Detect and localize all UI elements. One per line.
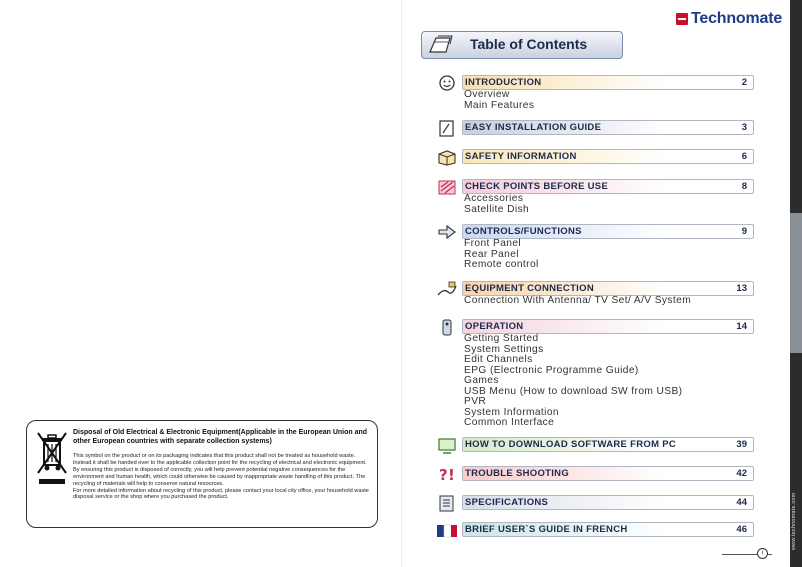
bin-underline-bar: [39, 479, 65, 484]
toc-entry-bar[interactable]: [462, 149, 754, 164]
brand-name: Technomate: [691, 10, 783, 27]
toc-subentry[interactable]: System Settings: [464, 343, 544, 355]
toc-entry-bar[interactable]: [462, 437, 754, 452]
edge-url: www.technomate.com: [791, 492, 797, 550]
question-icon: [436, 465, 458, 483]
toc-subentry[interactable]: Overview: [464, 89, 510, 100]
arrow-right-icon: [436, 223, 458, 241]
toc-entry-title: OPERATION: [465, 321, 524, 332]
toc-subentries: [464, 90, 534, 111]
toc-entry-page: 2: [741, 77, 747, 88]
toc-entry-page: 6: [741, 151, 747, 162]
toc-subentry[interactable]: Front Panel: [464, 238, 522, 249]
toc-entry-title: HOW TO DOWNLOAD SOFTWARE FROM PC: [465, 439, 677, 450]
toc-entry-title: CHECK POINTS BEFORE USE: [465, 181, 609, 192]
toc-entry-title: EASY INSTALLATION GUIDE: [465, 122, 602, 133]
toc-subentry[interactable]: Common Interface: [464, 417, 555, 428]
toc-subentry[interactable]: Rear Panel: [464, 248, 519, 260]
svg-text:?: ?: [445, 528, 451, 538]
toc-subentry[interactable]: USB Menu (How to download SW from USB): [464, 385, 683, 397]
flag-icon: [436, 521, 458, 539]
document-icon: [436, 119, 458, 137]
toc-entry-bar[interactable]: [462, 224, 754, 239]
toc-subentries: [464, 194, 529, 215]
toc-entry-title: SPECIFICATIONS: [465, 497, 549, 508]
specs-icon: [436, 494, 458, 512]
disposal-title: Disposal of Old Electrical & Electronic Equipment(Applicable in the European Union and other European countries with separate collection systems): [73, 429, 368, 445]
toc-entry-page: 3: [741, 122, 747, 133]
toc-subentry[interactable]: EPG (Electronic Programme Guide): [464, 364, 639, 376]
toc-entry-title: TROUBLE SHOOTING: [465, 468, 570, 479]
crossed-bin-icon: [37, 431, 67, 475]
disposal-paragraph: For more detailed information about recycling of this product, please contact your local city office, your household waste disposal service or the shop where you purchased the product.: [73, 487, 369, 501]
box-icon: [436, 148, 458, 166]
edge-band-top: [790, 0, 802, 213]
toc-entry-bar[interactable]: [462, 120, 754, 135]
toc-entry-bar[interactable]: [462, 495, 754, 510]
toc-title: Table of Contents: [470, 36, 588, 52]
toc-subentry[interactable]: Connection With Antenna/ TV Set/ A/V System: [464, 295, 692, 306]
toc-entry-page: 14: [736, 321, 747, 332]
toc-subentries: [464, 334, 682, 429]
remote-icon: [436, 318, 458, 336]
checklist-icon: [436, 178, 458, 196]
toc-entry-title: INTRODUCTION: [465, 77, 542, 88]
toc-subentry[interactable]: Remote control: [464, 259, 539, 270]
page-number: i: [757, 548, 768, 559]
toc-entry-title: CONTROLS/FUNCTIONS: [465, 226, 582, 237]
toc-entry-page: 8: [741, 181, 747, 192]
toc-entry-page: 46: [736, 524, 747, 535]
toc-subentry[interactable]: Edit Channels: [464, 354, 533, 365]
brand: [676, 10, 782, 28]
toc-header: [421, 31, 623, 59]
toc-entry-bar[interactable]: [462, 522, 754, 537]
brand-logo-icon: [676, 13, 688, 25]
folder-icon: [428, 34, 454, 54]
toc-entry-bar[interactable]: [462, 179, 754, 194]
toc-subentry[interactable]: PVR: [464, 396, 487, 407]
svg-text:?: ?: [439, 466, 448, 483]
toc-subentry[interactable]: Satellite Dish: [464, 203, 530, 215]
cable-icon: [436, 280, 458, 298]
toc-entry-bar[interactable]: [462, 281, 754, 296]
disposal-notice: [26, 420, 378, 528]
edge-section-tab: [790, 213, 802, 353]
toc-entry-bar[interactable]: [462, 75, 754, 90]
toc-entry-page: 9: [741, 226, 747, 237]
toc-entry-page: 13: [736, 283, 747, 294]
toc-entry-title: BRIEF USER`S GUIDE IN FRENCH: [465, 524, 628, 535]
disposal-body: [73, 453, 371, 501]
toc-subentry[interactable]: Getting Started: [464, 333, 539, 344]
toc-entry-title: EQUIPMENT CONNECTION: [465, 283, 594, 294]
toc-subentry[interactable]: System Information: [464, 406, 559, 418]
computer-icon: [436, 436, 458, 454]
toc-entry-page: 39: [736, 439, 747, 450]
svg-text:!: !: [448, 466, 455, 483]
toc-entry-title: SAFETY INFORMATION: [465, 151, 577, 162]
toc-subentry[interactable]: Main Features: [464, 99, 535, 111]
disposal-paragraph: This symbol on the product or on its packaging indicates that this product shall not be treated as household waste. Instead it shall be handed over to the applicable collection point for the recycling of electrical and electronic equipment. By ensuring this product is disposed of correctly, you will help prevent potential negative consequences for the environment and human health, which could otherwise be caused by inappropriate waste handling of this product. The recycling of materials will help to conserve natural resources.: [73, 453, 367, 487]
toc-subentry[interactable]: Accessories: [464, 193, 524, 204]
toc-entry-page: 44: [736, 497, 747, 508]
toc-subentries: [464, 296, 691, 307]
toc-entry-bar[interactable]: [462, 319, 754, 334]
toc-entry-page: 42: [736, 468, 747, 479]
smiley-icon: [436, 74, 458, 92]
toc-subentry[interactable]: Games: [464, 375, 499, 386]
page-spread-divider: [401, 0, 402, 567]
toc-entry-bar[interactable]: [462, 466, 754, 481]
toc-subentries: [464, 239, 539, 271]
